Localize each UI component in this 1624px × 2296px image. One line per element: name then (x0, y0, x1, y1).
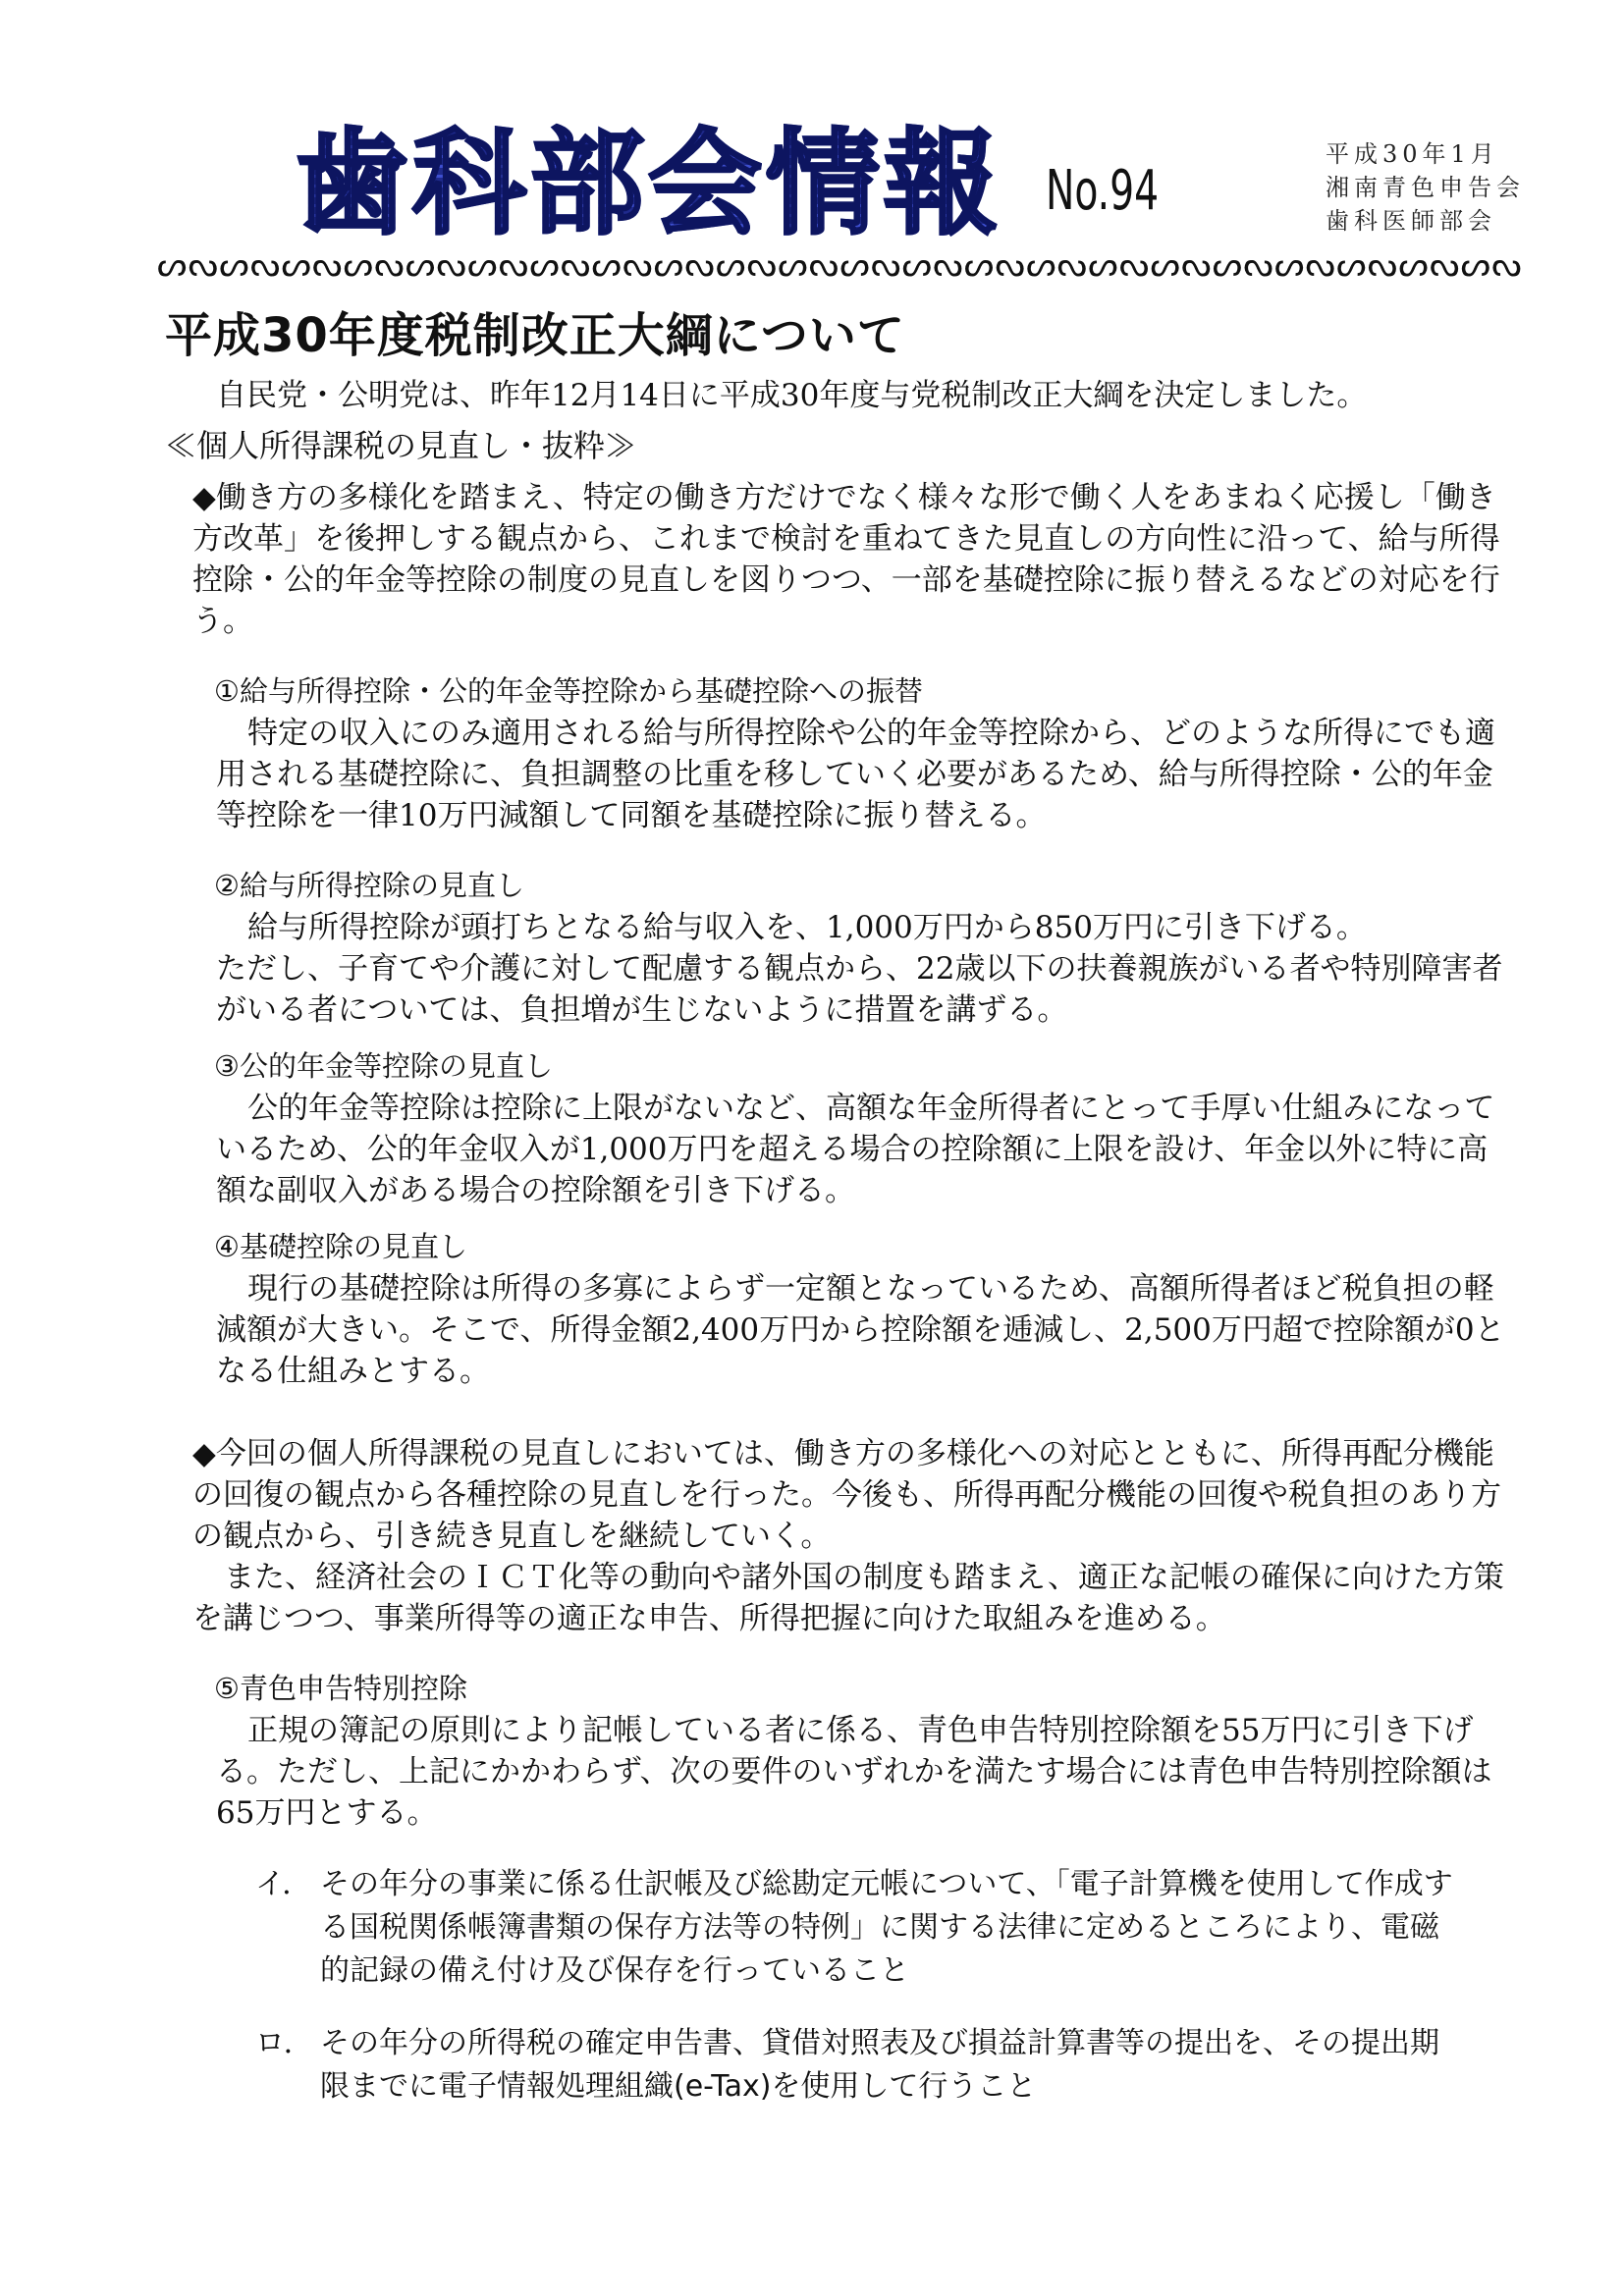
border-ornament: ᔕ (1398, 245, 1429, 285)
border-ornament: ᔕ (839, 245, 870, 285)
issue-date: 平成30年1月 (1326, 140, 1499, 168)
border-ornament: ᔓ (623, 245, 653, 285)
subsection-5 (206, 1667, 1512, 1834)
border-ornament: ᔓ (249, 245, 281, 285)
list-item-text: その年分の事業に係る仕訳帳及び総勘定元帳について、「電子計算機を使用して作成する国税関係帳簿書類の保存方法等の特例」に関する法律に定めるところにより、電磁的記録の備え付け及び保存を行っていること (320, 1867, 1453, 1988)
requirements-list (255, 1863, 1512, 2109)
summary-paragraph: ◆今回の個人所得課税の見直しにおいては、働き方の多様化への対応とともに、所得再配分機能の回復の観点から各種控除の見直しを行った。今後も、所得再配分機能の回復や税負担のあり方の観点から、引き続き見直しを継続していく。 (192, 1436, 1501, 1554)
list-item (255, 1863, 1512, 1993)
list-item-text: その年分の所得税の確定申告書、貸借対照表及び損益計算書等の提出を、その提出期限までに電子情報処理組織(e-Tax)を使用して行うこと (320, 2026, 1439, 2104)
border-ornament: ᔕ (467, 245, 498, 285)
decorative-border (157, 247, 1522, 283)
border-ornament: ᔕ (653, 245, 684, 285)
masthead (295, 116, 1001, 263)
border-ornament: ᔓ (1118, 245, 1150, 285)
border-ornament: ᔕ (1273, 245, 1305, 285)
article-title: 平成30年度税制改正大綱について (165, 308, 905, 363)
newsletter-title: 歯科部会情報 (295, 116, 1001, 253)
publisher-dept: 歯科医師部会 (1326, 207, 1496, 235)
subsection-body-continued: ただし、子育てや介護に対して配慮する観点から、22歳以下の扶養親族がいる者や特別障害者がいる者については、負担増が生じないように措置を講ずる。 (216, 951, 1503, 1028)
subsection-4 (206, 1225, 1512, 1392)
border-ornament: ᔓ (808, 245, 839, 285)
border-ornament: ᔕ (1026, 245, 1056, 285)
border-ornament: ᔓ (560, 245, 591, 285)
publisher-org: 湘南青色申告会 (1326, 174, 1525, 201)
subsection-1 (206, 669, 1512, 836)
border-ornament: ᔓ (1429, 245, 1460, 285)
subsection-3 (206, 1044, 1512, 1211)
article (147, 294, 1512, 2138)
border-ornament: ᔓ (1491, 245, 1522, 285)
border-ornament: ᔓ (995, 245, 1025, 285)
subsection-heading: ③公的年金等控除の見直し (214, 1049, 553, 1083)
issue-number: No.94 (1046, 159, 1160, 223)
border-ornament: ᔕ (1336, 245, 1367, 285)
border-ornament: ᔕ (219, 245, 249, 285)
subsection-body: 公的年金等控除は控除に上限がないなど、高額な年金所得者にとって手厚い仕組みになっているため、公的年金収入が1,000万円を超える場合の控除額に上限を設け、年金以外に特に高額な副収入がある場合の控除額を引き下げる。 (216, 1091, 1495, 1208)
border-ornament: ᔓ (312, 245, 343, 285)
summary-paragraph-continued: また、経済社会のＩＣＴ化等の動向や諸外国の制度も踏まえ、適正な記帳の確保に向けた方策を講じつつ、事業所得等の適正な申告、所得把握に向けた取組みを進める。 (192, 1560, 1504, 1636)
border-ornament: ᔓ (1056, 245, 1087, 285)
border-ornament: ᔓ (933, 245, 963, 285)
border-ornament: ᔓ (1243, 245, 1273, 285)
border-ornament: ᔕ (901, 245, 932, 285)
border-ornament: ᔓ (436, 245, 466, 285)
border-ornament: ᔕ (157, 245, 188, 285)
border-ornament: ᔕ (1460, 245, 1490, 285)
border-ornament: ᔕ (281, 245, 311, 285)
subsection-body: 給与所得控除が頭打ちとなる給与収入を、1,000万円から850万円に引き下げる。 (247, 910, 1367, 945)
subsection-2 (206, 864, 1512, 1031)
border-ornament: ᔕ (715, 245, 746, 285)
border-ornament: ᔓ (1181, 245, 1212, 285)
border-ornament: ᔕ (343, 245, 373, 285)
article-intro: 自民党・公明党は、昨年12月14日に平成30年度与党税制改正大綱を決定しました。 (216, 378, 1368, 413)
border-ornament: ᔓ (684, 245, 715, 285)
border-ornament: ᔕ (778, 245, 808, 285)
border-ornament: ᔓ (1305, 245, 1335, 285)
subsection-heading: ⑤青色申告特別控除 (214, 1672, 467, 1705)
subsection-body: 特定の収入にのみ適用される給与所得控除や公的年金等控除から、どのような所得にでも適用される基礎控除に、負担調整の比重を移していく必要があるため、給与所得控除・公的年金等控除を一律10万円減額して同額を基礎控除に振り替える。 (216, 716, 1495, 833)
list-marker: イ． (255, 1867, 312, 1901)
border-ornament: ᔓ (498, 245, 529, 285)
border-ornament: ᔕ (405, 245, 436, 285)
subsection-heading: ②給与所得控除の見直し (214, 869, 524, 902)
border-ornament: ᔕ (1212, 245, 1243, 285)
subsection-body: 正規の簿記の原則により記帳している者に係る、青色申告特別控除額を55万円に引き下げる。ただし、上記にかかわらず、次の要件のいずれかを満たす場合には青色申告特別控除額は65万円とする。 (216, 1713, 1492, 1831)
border-ornament: ᔕ (1088, 245, 1118, 285)
border-ornament: ᔓ (1367, 245, 1398, 285)
publisher-info (1326, 137, 1525, 238)
border-ornament: ᔓ (374, 245, 405, 285)
border-ornament: ᔓ (746, 245, 777, 285)
subsection-body: 現行の基礎控除は所得の多寡によらず一定額となっているため、高額所得者ほど税負担の軽減額が大きい。そこで、所得金額2,400万円から控除額を逓減し、2,500万円超で控除額が0となる仕組みとする。 (216, 1271, 1505, 1389)
border-ornament: ᔕ (1150, 245, 1180, 285)
border-ornament: ᔓ (871, 245, 901, 285)
border-ornament: ᔕ (529, 245, 560, 285)
subsection-heading: ④基礎控除の見直し (214, 1230, 467, 1263)
section-heading: ≪個人所得課税の見直し・抜粋≫ (165, 427, 637, 464)
list-marker: ロ． (255, 2026, 313, 2060)
subsection-heading: ①給与所得控除・公的年金等控除から基礎控除への振替 (214, 674, 923, 708)
border-ornament: ᔓ (188, 245, 218, 285)
border-ornament: ᔕ (963, 245, 995, 285)
border-ornament: ᔕ (591, 245, 622, 285)
list-item (255, 2022, 1512, 2109)
lead-paragraph: ◆働き方の多様化を踏まえ、特定の働き方だけでなく様々な形で働く人をあまねく応援し「働き方改革」を後押しする観点から、これまで検討を重ねてきた見直しの方向性に沿って、給与所得控除・公的年金等控除の制度の見直しを図りつつ、一部を基礎控除に振り替えるなどの対応を行う。 (192, 480, 1500, 639)
